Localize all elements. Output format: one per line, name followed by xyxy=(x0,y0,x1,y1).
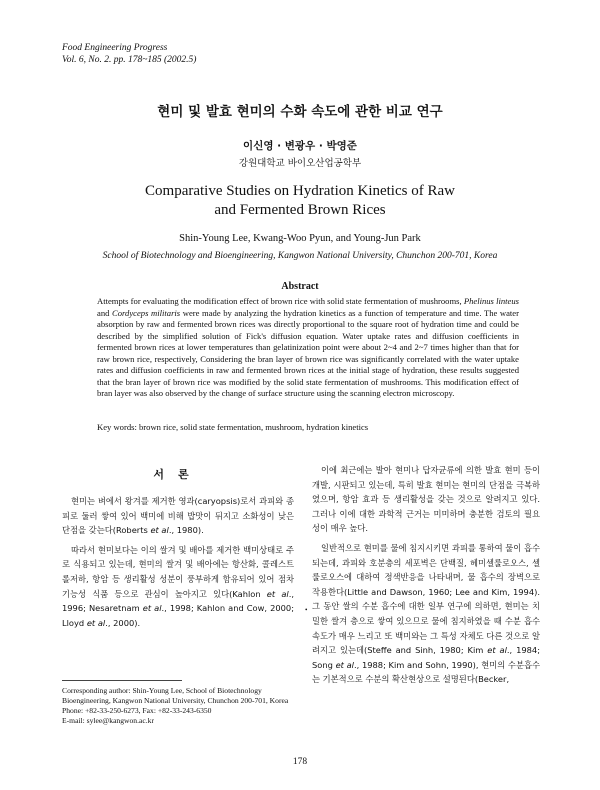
text: 일반적으로 현미를 물에 침지시키면 과피를 통하여 물이 흡수되는데, 과피와 호분층의 세포벽은 단백질, 헤미셀룰로오스, 셀룰로오스에 대하여 정색반응을 나타내며, 물 흡수의 장벽으로 작용한다(Little and Dawson, 1960; Lee and Kim, 1994). 그 동안 쌀의 수분 흡수에 대한 일부 연구에 의하면, 현미는 치밀한 쌀겨 층으로 쌓여 있으므로 물에 침지하였을 때 수분 흡수속도가 매우 느리고 또 백미와는 그 특성 자체도 다른 것으로 알려지고 있는데(Steffe and Sinh, 1980; Kim xyxy=(312,542,540,656)
footnote-email: E-mail: sylee@kangwon.ac.kr xyxy=(62,716,154,725)
species-name: Cordyceps militaris xyxy=(112,307,181,318)
right-column xyxy=(312,463,540,692)
footnote-divider xyxy=(62,680,182,681)
margin-bullet-icon: • xyxy=(305,606,308,614)
citation-etal: et al xyxy=(266,588,289,599)
text: ., 1988; Kim and Sohn, 1990), 현미의 수분흡수는 기본적으로 수분의 확산현상으로 설명된다(Becker, xyxy=(312,659,540,685)
citation-etal: et al xyxy=(86,617,106,628)
journal-name: Food Engineering Progress xyxy=(62,43,168,53)
korean-affiliation: 강원대학교 바이오산업공학부 xyxy=(238,158,362,169)
paragraph xyxy=(62,494,294,538)
abstract-heading: Abstract xyxy=(281,281,319,292)
text: ., 1980). xyxy=(168,525,204,536)
species-name: Phelinus linteus xyxy=(463,296,519,306)
citation-etal: et al xyxy=(335,659,354,670)
text: ., 2000). xyxy=(105,617,141,628)
citation-etal: et al xyxy=(487,645,507,656)
abstract-text: were made by analyzing the hydration kinetics as a function of temperature and time. The water absorption by raw and fermented brown rices was directly proportional to the square root of hydration time and could be described by the simplified solution of Fick's diffusion equation. Water uptake rates and diffusion coefficients in fermented brown rices at lower temperatures than gelatinization point were about 2~4 and 2~7 times higher than that for raw brown rice, respectively, Considering the bran layer of brown rice was significantly correlated with the water uptake rates and diffusion coefficients in raw and fermented brown rices at the initial stage of hydration, these results suggested that the bran layer of brown rice was modified by the solid state fermentation of mushrooms. This modification effect of bran layer was also observed by the change of surface structure using the scanning electron microscopy. xyxy=(97,307,519,398)
corresponding-author-footnote xyxy=(62,686,302,726)
citation-etal: et al xyxy=(150,525,169,536)
korean-authors: 이신영 · 변광우 · 박영준 xyxy=(243,140,357,152)
section-heading-introduction: 서론 xyxy=(153,468,203,481)
keywords: Key words: brown rice, solid state fermentation, mushroom, hydration kinetics xyxy=(97,422,369,432)
english-affiliation: School of Biotechnology and Bioengineering, Kangwon National University, Chunchon 200-701, Korea xyxy=(102,251,498,261)
korean-title: 현미 및 발효 현미의 수화 속도에 관한 비교 연구 xyxy=(157,104,443,120)
page-number: 178 xyxy=(292,757,308,767)
english-authors: Shin-Young Lee, Kwang-Woo Pyun, and Young-Jun Park xyxy=(179,233,421,244)
left-column xyxy=(62,494,294,635)
abstract-text: Attempts for evaluating the modification effect of brown rice with solid state fermentation of mushrooms, xyxy=(97,296,464,306)
english-title-line-2: and Fermented Brown Rices xyxy=(214,202,386,218)
text: ., 1984; Song xyxy=(312,645,541,670)
journal-header xyxy=(62,42,196,66)
paragraph xyxy=(312,541,540,687)
text: ., 1996; Nesaretnam xyxy=(62,588,294,614)
citation-etal: et al xyxy=(142,603,162,614)
footnote-phone: Phone: +82-33-250-6273, Fax: +82-33-243-6350 xyxy=(62,706,212,715)
journal-issue: Vol. 6, No. 2. pp. 178~185 (2002.5) xyxy=(62,55,197,65)
abstract-body xyxy=(97,296,519,400)
text: ., 1998; Kahlon and Cow, 2000; Lloyd xyxy=(62,603,295,628)
paragraph: 이에 최근에는 발아 현미나 답자균류에 의한 발효 현미 등이 개발, 시판되고 있는데, 특히 발효 현미는 현미의 단점을 극복하였으며, 항암 효과 등 생리활성을 갖는 것으로 알려지고 있다. 그러나 이에 대한 과학적 근거는 미미하며 충분한 검토의 필요성이 매우 높다. xyxy=(312,465,540,534)
english-title-line-1: Comparative Studies on Hydration Kinetics of Raw xyxy=(145,183,455,199)
text: 따라서 현미보다는 이의 쌀겨 및 배아를 제거한 백미상태로 주로 식용되고 있는데, 현미의 쌀겨 및 배아에는 항산화, 콜레스트롤저하, 항암 등 생리활성 성분이 풍부하게 함유되어 있어 점차 기능성 식품 등으로 관심이 높아지고 있다(Kahlon xyxy=(62,544,294,599)
english-title xyxy=(0,182,600,220)
abstract-text: and xyxy=(97,307,112,318)
text: 현미는 벼에서 왕겨를 제거한 영과(caryopsis)로서 과피와 종피로 둘러 쌓여 있어 백미에 비해 밥맛이 뒤지고 소화성이 낮은 단점을 갖는다(Roberts xyxy=(62,496,294,536)
paragraph xyxy=(62,543,294,631)
footnote-author: Corresponding author: Shin-Young Lee, School of Biotechnology Bioengineering, Kangwon National University, Chunchon 200-701, Korea xyxy=(62,686,289,705)
